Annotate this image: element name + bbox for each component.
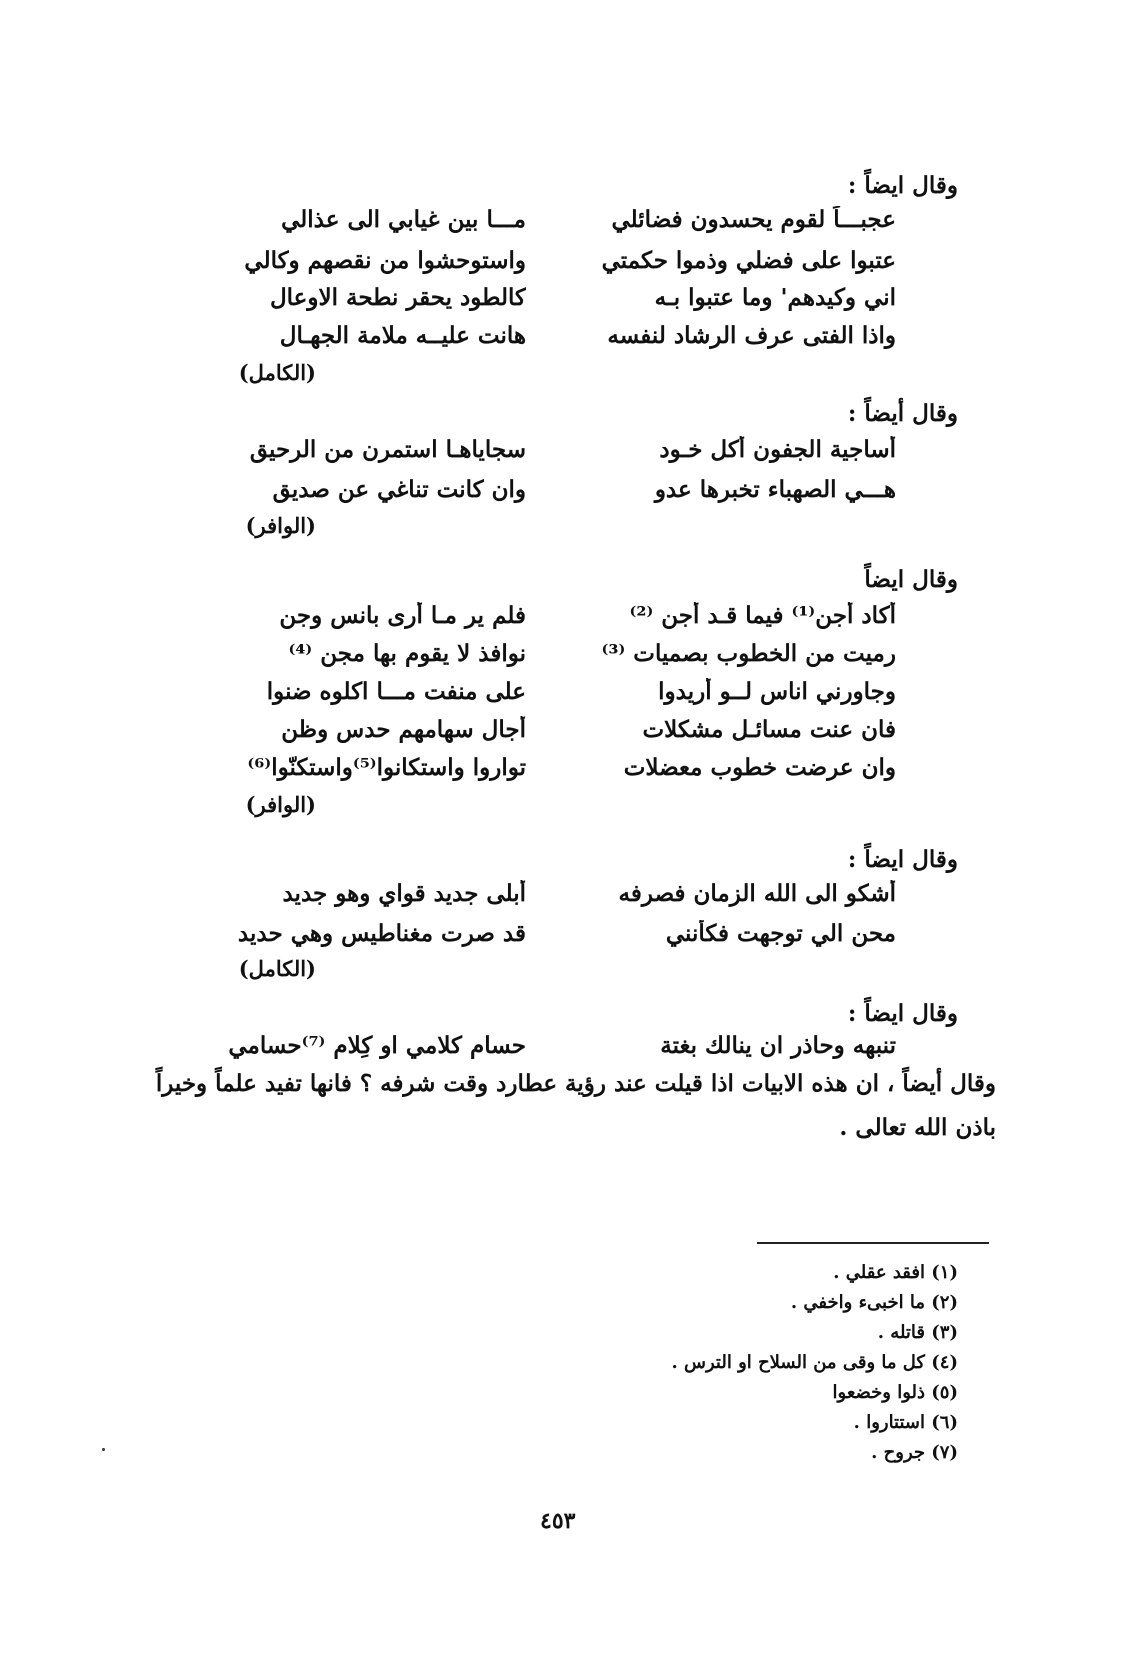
- verse-first-hemistich: أساجية الجفون أكل خـود: [659, 436, 896, 463]
- verse-first-hemistich: واذا الفتى عرف الرشاد لنفسه: [607, 322, 896, 349]
- verse-second-hemistich: سجاياهـا استمرن من الرحيق: [249, 436, 526, 463]
- meter-label: (الكامل): [238, 956, 316, 981]
- footnote: (٦) استتاروا .: [853, 1412, 958, 1433]
- verse-second-hemistich: أجال سهامهم حدس وظن: [281, 716, 526, 743]
- page-number: ٤٥٣: [540, 1508, 576, 1534]
- section-heading: وقال ايضاً :: [847, 1000, 958, 1027]
- prose-line: باذن الله تعالى .: [839, 1114, 996, 1141]
- section-heading: وقال ايضاً :: [847, 846, 958, 873]
- verse-second-hemistich: حسام كلامي او كِلام ⁽⁷⁾حسامي: [228, 1032, 526, 1059]
- verse-first-hemistich: أكاد أجن⁽¹⁾ فيما قـد أجن ⁽²⁾: [629, 602, 896, 629]
- verse-first-hemistich: فان عنت مسائـل مشكلات: [642, 716, 896, 743]
- footnote: (١) افقد عقلي .: [833, 1262, 958, 1283]
- verse-second-hemistich: قد صرت مغناطيس وهي حديد: [237, 920, 526, 947]
- prose-line: وقال أيضاً ، ان هذه الابيات اذا قيلت عند رؤية عطارد وقت شرفه ؟ فانها تفيد علماً وخيراً: [155, 1070, 996, 1097]
- footnote: (٢) ما اخبىء واخفي .: [790, 1292, 958, 1313]
- verse-second-hemistich: مـــا بين غيابي الى عذالي: [281, 206, 526, 233]
- footnote: (٧) جروح .: [871, 1442, 958, 1463]
- verse-first-hemistich: عتبوا على فضلي وذموا حكمتي: [601, 247, 896, 274]
- verse-second-hemistich: واستوحشوا من نقصهم وكالي: [244, 247, 526, 274]
- verse-first-hemistich: وجاورني اناس لــو أريدوا: [658, 678, 896, 705]
- section-heading: وقال ايضاً :: [847, 172, 958, 199]
- verse-first-hemistich: اني وكيدهم' وما عتبوا بـه: [654, 284, 896, 311]
- verse-first-hemistich: هـــي الصهباء تخبرها عدو: [654, 476, 896, 503]
- footnote: (٣) قاتله .: [877, 1322, 958, 1343]
- verse-second-hemistich: كالطود يحقر نطحة الاوعال: [269, 284, 526, 311]
- verse-first-hemistich: أشكو الى الله الزمان فصرفه: [618, 880, 896, 907]
- verse-second-hemistich: تواروا واستكانوا⁽⁵⁾واستكنّوا⁽⁶⁾: [247, 754, 526, 781]
- verse-second-hemistich: وان كانت تناغي عن صديق: [272, 476, 526, 503]
- print-speck: [102, 1448, 105, 1451]
- verse-second-hemistich: على منفت مـــا اكلوه ضنوا: [266, 678, 526, 705]
- verse-second-hemistich: فلم ير مـا أرى بانس وجن: [279, 602, 526, 629]
- verse-first-hemistich: رميت من الخطوب بصميات ⁽³⁾: [601, 640, 896, 667]
- meter-label: (الوافر): [245, 513, 316, 538]
- verse-second-hemistich: هانت عليــه ملامة الجهـال: [279, 322, 526, 349]
- section-heading: وقال ايضاً: [864, 566, 958, 593]
- footnote: (٤) كل ما وقى من السلاح او الترس .: [671, 1352, 958, 1373]
- meter-label: (الكامل): [238, 360, 316, 385]
- verse-first-hemistich: تنبهه وحاذر ان ينالك بغتة: [660, 1032, 896, 1059]
- verse-first-hemistich: وان عرضت خطوب معضلات: [623, 754, 896, 781]
- footnote-divider: [757, 1242, 989, 1244]
- verse-second-hemistich: أبلى جديد قواي وهو جديد: [282, 880, 526, 907]
- footnote: (٥) ذلوا وخضعوا: [832, 1382, 958, 1403]
- verse-second-hemistich: نوافذ لا يقوم بها مجن ⁽⁴⁾: [288, 640, 526, 667]
- verse-first-hemistich: عجبـــاً لقوم يحسدون فضائلي: [611, 206, 896, 233]
- section-heading: وقال أيضاً :: [847, 400, 958, 427]
- prose-paragraph: [116, 1062, 996, 1150]
- meter-label: (الوافر): [245, 792, 316, 817]
- verse-first-hemistich: محن الي توجهت فكأنني: [665, 920, 896, 947]
